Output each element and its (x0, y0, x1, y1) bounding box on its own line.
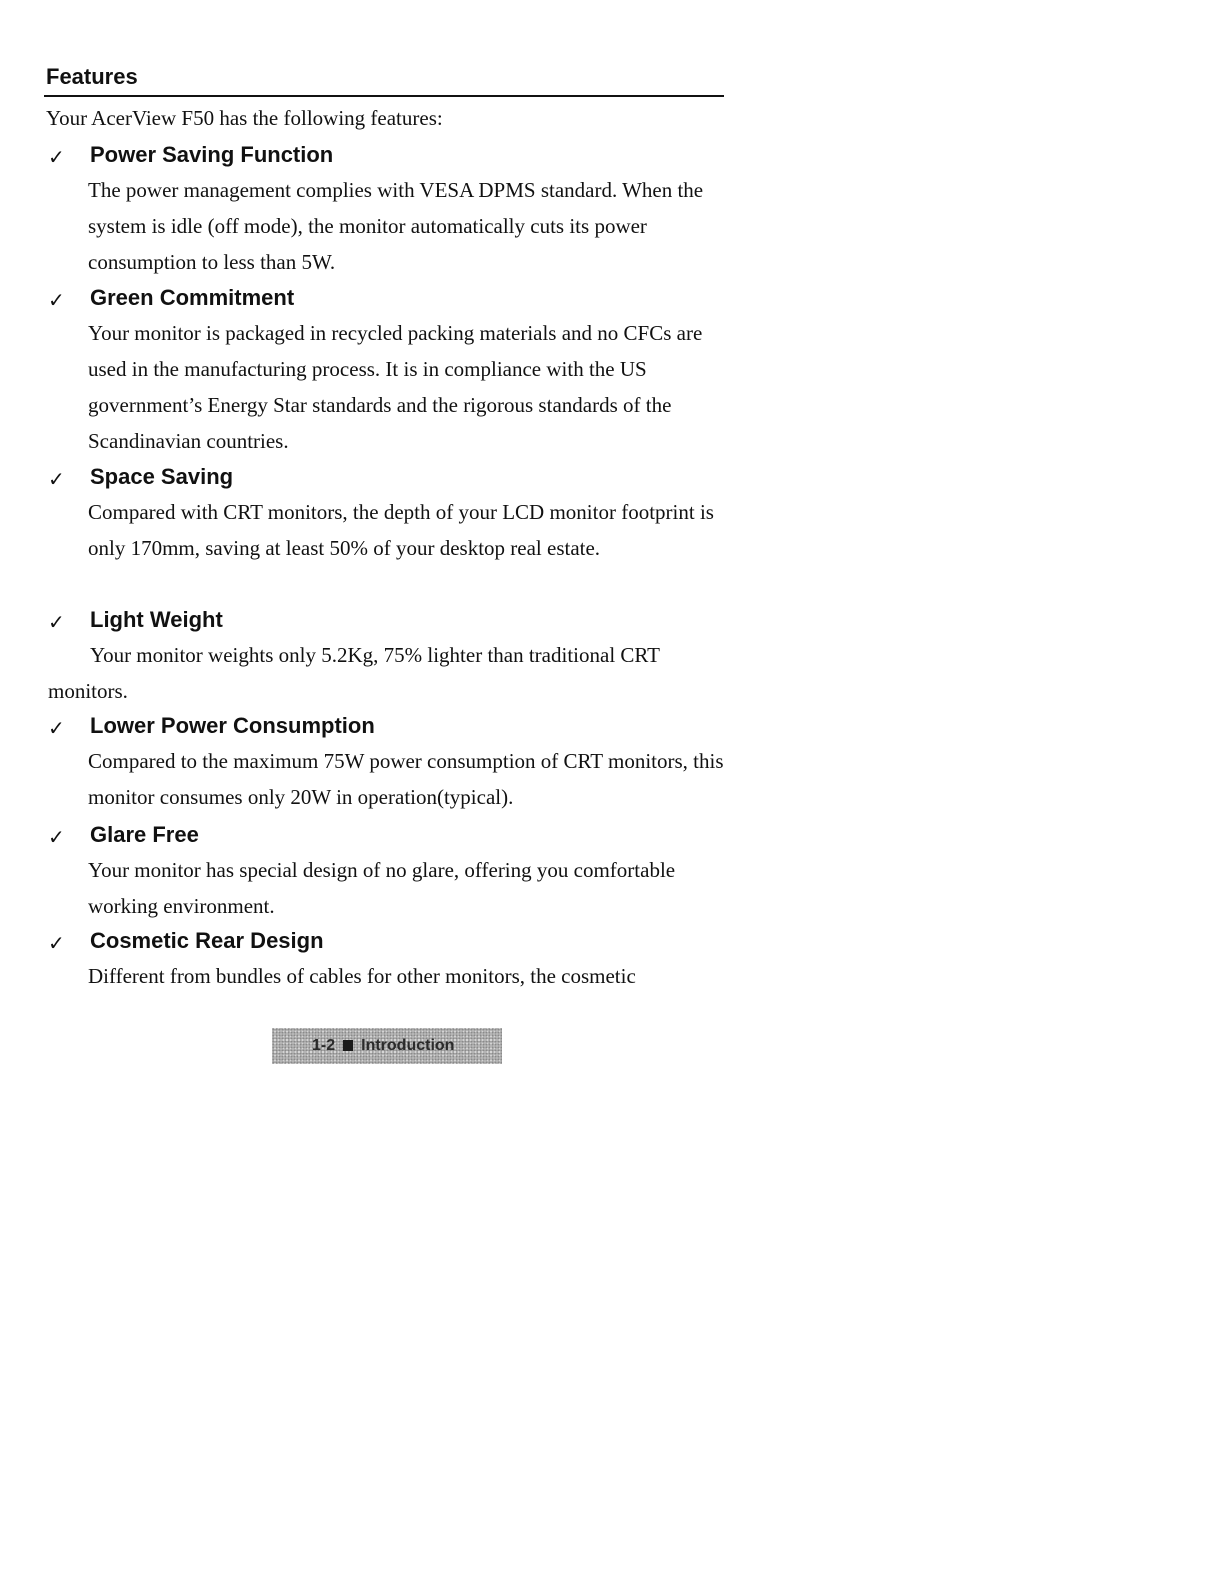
feature-description: Your monitor is packaged in recycled packing materials and no CFCs are used in the manufacturing process. It is in compliance with the US government’s Energy Star standards and the rigorous standards of the Scandinavian countries. (88, 321, 703, 453)
check-icon: ✓ (48, 716, 65, 740)
check-icon: ✓ (48, 467, 65, 491)
check-icon: ✓ (48, 931, 65, 955)
feature-description: The power management complies with VESA DPMS standard. When the system is idle (off mode), the monitor automatically cuts its power consumption to less than 5W. (88, 178, 704, 274)
feature-title: Light Weight (90, 607, 223, 632)
page-footer (272, 1028, 502, 1064)
section-heading: Features (46, 64, 138, 89)
check-icon: ✓ (48, 145, 65, 169)
feature-description: Your monitor has special design of no glare, offering you comfortable working environment. (88, 858, 676, 918)
feature-title: Lower Power Consumption (90, 713, 375, 738)
heading-rule (44, 95, 724, 97)
check-icon: ✓ (48, 288, 65, 312)
feature-title: Space Saving (90, 464, 234, 489)
feature-title: Power Saving Function (90, 142, 334, 167)
feature-title: Green Commitment (90, 285, 295, 310)
feature-title: Glare Free (90, 822, 199, 847)
page-number: 1-2 (312, 1037, 336, 1054)
square-bullet-icon (343, 1040, 353, 1051)
feature-description: Compared to the maximum 75W power consumption of CRT monitors, this monitor consumes only 20W in operation(typical). (88, 749, 724, 809)
section-name: Introduction (361, 1037, 455, 1054)
check-icon: ✓ (48, 825, 65, 849)
feature-description: Compared with CRT monitors, the depth of your LCD monitor footprint is only 170mm, saving at least 50% of your desktop real estate. (88, 500, 714, 560)
footer-label (312, 1035, 454, 1057)
check-icon: ✓ (48, 610, 65, 634)
feature-title: Cosmetic Rear Design (90, 928, 324, 953)
feature-description: Your monitor weights only 5.2Kg, 75% lighter than traditional CRT monitors. (48, 643, 660, 703)
feature-description: Different from bundles of cables for other monitors, the cosmetic (88, 964, 636, 988)
intro-text: Your AcerView F50 has the following features: (46, 106, 443, 130)
